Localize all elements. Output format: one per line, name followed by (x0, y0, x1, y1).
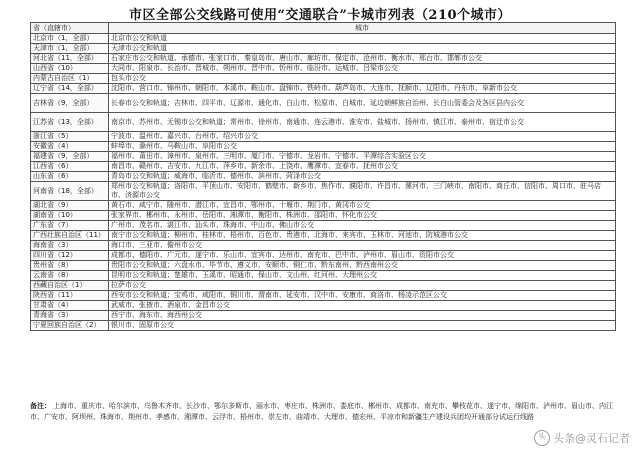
cities-cell: 石家庄市公交和轨道、承德市、张家口市、秦皇岛市、唐山市、廊坊市、保定市、沧州市、衡水市、邢台市、邯郸市公交 (109, 54, 616, 64)
province-cell: 陕西省（11） (31, 291, 109, 301)
province-cell: 四川省（12） (31, 251, 109, 261)
table-row (31, 74, 616, 84)
cities-cell: 包头市公交 (109, 74, 616, 84)
cities-cell: 蚌埠市、滁州市、马鞍山市、阜阳市公交 (109, 142, 616, 152)
footnote-text: 上海市、重庆市、哈尔滨市、乌鲁木齐市、长沙市、鄂尔多斯市、丽水市、枣庄市、株洲市、娄底市、郴州市、成都市、南充市、攀枝花市、遂宁市、绵阳市、泸州市、眉山市、内江市、广安市、阿坝州、珠海市、荆州市、孝感市、湘潭市、云浮市、梧州市、崇左市、曲靖市、大理市、德宏州、平凉市和新疆生产建设兵团均开通部分试运行线路 (30, 402, 613, 421)
province-cell: 湖南省（10） (31, 211, 109, 221)
table-row (31, 321, 616, 331)
table-row (31, 44, 616, 54)
table-row (31, 94, 616, 113)
province-cell: 江西省（6） (31, 162, 109, 172)
cities-cell: 青岛市公交和轨道；威海市、临沂市、德州市、滨州市、菏泽市公交 (109, 172, 616, 182)
cities-cell: 福州市、莆田市、漳州市、泉州市、三明市、厦门市、宁德市、龙岩市、宁德市、平潭综合实验区公交 (109, 152, 616, 162)
table-row (31, 281, 616, 291)
cities-cell: 大同市、阳泉市、长治市、晋城市、朔州市、晋中市、忻州市、临汾市、运城市、吕梁市公交 (109, 64, 616, 74)
table-row (31, 211, 616, 221)
cities-cell: 北京市公交和轨道 (109, 34, 616, 44)
province-cell: 吉林省（9，全部） (31, 94, 109, 113)
cities-cell: 海口市、三亚市、儋州市公交 (109, 241, 616, 251)
province-cell: 江苏省（13，全部） (31, 113, 109, 132)
header-cities: 城市 (109, 23, 616, 34)
cities-cell: 拉萨市公交 (109, 281, 616, 291)
table-row (31, 34, 616, 44)
province-cell: 辽宁省（14，全部） (31, 84, 109, 94)
table-row (31, 152, 616, 162)
cities-cell: 成都市、德阳市、广元市、遂宁市、乐山市、宜宾市、达州市、南充市、巴中市、泸州市、眉山市、资阳市公交 (109, 251, 616, 261)
table-row (31, 241, 616, 251)
cities-cell: 广州市、茂名市、湛江市、汕头市、珠海市、中山市、佛山市公交 (109, 221, 616, 231)
cities-cell: 张家界市、郴州市、永州市、岳阳市、湘潭市、衡阳市、株洲市、邵阳市、怀化市公交 (109, 211, 616, 221)
province-cell: 海南省（3） (31, 241, 109, 251)
table-row (31, 231, 616, 241)
header-province: 省（直辖市） (31, 23, 109, 34)
watermark (534, 430, 630, 446)
province-cell: 青海省（3） (31, 311, 109, 321)
page-title: 市区全部公交线路可使用“交通联合”卡城市列表（210个城市） (128, 8, 512, 23)
province-cell: 浙江省（5） (31, 132, 109, 142)
cities-cell: 昆明市公交和轨道；楚雄市、玉溪市、昭通市、保山市、文山州、红河州、大理州公交 (109, 271, 616, 281)
cities-cell: 贵阳市公交和轨道；六盘水市、毕节市、遵义市、安顺市、铜仁市、黔东南州、黔西南州公交 (109, 261, 616, 271)
province-cell: 广东省（7） (31, 221, 109, 231)
cities-cell: 银川市、固原市公交 (109, 321, 616, 331)
table-row (31, 162, 616, 172)
table-row (31, 221, 616, 231)
province-cell: 福建省（9，全部） (31, 152, 109, 162)
province-cell: 贵州省（8） (31, 261, 109, 271)
table-header-row (31, 23, 616, 34)
toutiao-logo-icon: 头 (534, 430, 550, 446)
province-cell: 河南省（18，全部） (31, 182, 109, 201)
province-cell: 广西壮族自治区（11） (31, 231, 109, 241)
province-cell: 河北省（11，全部） (31, 54, 109, 64)
cities-cell: 长春市公交和轨道；吉林市、四平市、辽源市、通化市、白山市、松原市、白城市、延边朝鲜族自治州、长白山管委会及各区县内公交 (109, 94, 616, 113)
city-table (30, 22, 616, 331)
table-row (31, 271, 616, 281)
cities-cell: 天津市公交和轨道 (109, 44, 616, 54)
cities-cell: 黄石市、咸宁市、随州市、潜江市、宜昌市、鄂州市、十堰市、荆门市、黄冈市公交 (109, 201, 616, 211)
footnote (30, 401, 616, 423)
footnote-label: 备注： (30, 402, 51, 410)
cities-cell: 武威市、张掖市、酒泉市、金昌市公交 (109, 301, 616, 311)
province-cell: 天津市（1，全部） (31, 44, 109, 54)
province-cell: 安徽省（4） (31, 142, 109, 152)
table-row (31, 64, 616, 74)
table-row (31, 291, 616, 301)
province-cell: 宁夏回族自治区（2） (31, 321, 109, 331)
cities-cell: 沈阳市、营口市、锦州市、朝阳市、本溪市、鞍山市、盘锦市、铁岭市、葫芦岛市、大连市、抚顺市、辽阳市、丹东市、阜新市公交 (109, 84, 616, 94)
table-row (31, 182, 616, 201)
table-row (31, 84, 616, 94)
province-cell: 内蒙古自治区（1） (31, 74, 109, 84)
table-row (31, 132, 616, 142)
watermark-text: 头条@灵石记者 (553, 432, 630, 445)
table-row (31, 251, 616, 261)
cities-cell: 西安市公交和轨道；宝鸡市、咸阳市、铜川市、渭南市、延安市、汉中市、安康市、商洛市、杨凌示范区公交 (109, 291, 616, 301)
province-cell: 北京市（1，全部） (31, 34, 109, 44)
table-row (31, 201, 616, 211)
province-cell: 山东省（6） (31, 172, 109, 182)
province-cell: 山西省（10） (31, 64, 109, 74)
cities-cell: 南京市、苏州市、无锡市公交和轨道；常州市、徐州市、南通市、连云港市、淮安市、盐城市、扬州市、镇江市、泰州市、宿迁市公交 (109, 113, 616, 132)
table-row (31, 261, 616, 271)
cities-cell: 郑州市公交和轨道；洛阳市、平顶山市、安阳市、鹤壁市、新乡市、焦作市、濮阳市、许昌市、漯河市、三门峡市、南阳市、商丘市、信阳市、周口市、驻马店市、济源市公交 (109, 182, 616, 201)
province-cell: 云南省（8） (31, 271, 109, 281)
table-row (31, 54, 616, 64)
table-row (31, 311, 616, 321)
cities-cell: 宁波市、温州市、嘉兴市、台州市、绍兴市公交 (109, 132, 616, 142)
table-row (31, 113, 616, 132)
province-cell: 湖北省（9） (31, 201, 109, 211)
table-row (31, 301, 616, 311)
province-cell: 西藏自治区（1） (31, 281, 109, 291)
cities-cell: 南昌市、赣州市、吉安市、九江市、萍乡市、新余市、上饶市、鹰潭市、宜春市、抚州市公交 (109, 162, 616, 172)
table-row (31, 142, 616, 152)
table-body (31, 34, 616, 331)
table-row (31, 172, 616, 182)
cities-cell: 西宁市、海东市、海西州公交 (109, 311, 616, 321)
cities-cell: 南宁市公交和轨道；柳州市、桂林市、梧州市、百色市、贵港市、北海市、来宾市、玉林市、河池市、防城港市公交 (109, 231, 616, 241)
province-cell: 甘肃省（4） (31, 301, 109, 311)
